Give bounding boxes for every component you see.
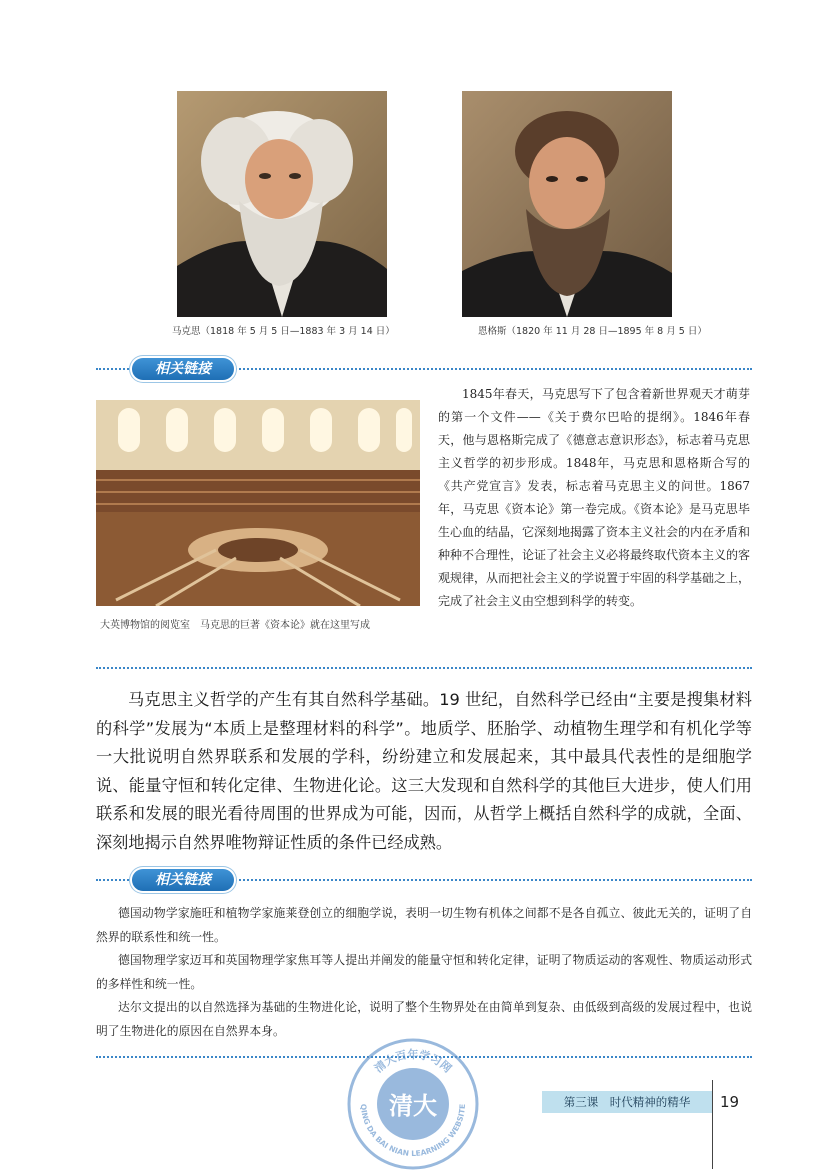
marx-portrait [177,91,387,317]
footer-lesson-tab: 第三课 时代精神的精华 [542,1091,712,1113]
marx-caption: 马克思（1818 年 5 月 5 日—1883 年 3 月 14 日） [172,326,395,337]
watermark-center-text: 清大 [389,1092,437,1120]
reading-room-photo [96,400,420,606]
related-link-label: 相关链接 [132,869,234,891]
related-link-2-text [96,902,752,1043]
related-link-bar-2 [96,869,752,891]
page-number: 19 [720,1093,740,1111]
engels-portrait [462,91,672,317]
watermark-seal [345,1036,481,1172]
reading-room-caption: 大英博物馆的阅览室 马克思的巨著《资本论》就在这里写成 [100,620,370,631]
watermark-top-text: 清大百年学习网 [372,1048,454,1076]
evolution-paragraph: 达尔文提出的以自然选择为基础的生物进化论，说明了整个生物界处在由简单到复杂、由低级到高级的发展过程中，也说明了生物进化的原因在自然界本身。 [96,1000,752,1038]
related-link-bar-1 [96,358,752,380]
dotted-divider-bottom-1 [96,667,752,669]
related-link-1-paragraph: 1845年春天，马克思写下了包含着新世界观天才萌芽的第一个文件——《关于费尔巴哈的提纲》。1846年春天，他与恩格斯完成了《德意志意识形态》，标志着马克思主义哲学的初步形成。1848年，马克思和恩格斯合写的《共产党宣言》发表，标志着马克思主义的问世。1867年，马克思《资本论》第一卷完成。《资本论》是马克思毕生心血的结晶，它深刻地揭露了资本主义社会的内在矛盾和种种不合理性，论证了社会主义必将最终取代资本主义的客观规律，从而把社会主义的学说置于牢固的科学基础之上，完成了社会主义由空想到科学的转变。 [438,387,751,608]
cell-theory-paragraph: 德国动物学家施旺和植物学家施莱登创立的细胞学说，表明一切生物有机体之间都不是各自孤立、彼此无关的，证明了自然界的联系性和统一性。 [96,906,752,944]
related-link-1-text [438,383,750,613]
watermark-bottom-text: QING DA BAI NIAN LEARNING WEBSITE [358,1103,468,1159]
footer-divider [712,1080,713,1169]
engels-caption: 恩格斯（1820 年 11 月 28 日—1895 年 8 月 5 日） [478,326,707,337]
related-link-label: 相关链接 [132,358,234,380]
main-body-text [96,686,752,857]
energy-conservation-paragraph: 德国物理学家迈耳和英国物理学家焦耳等人提出并阐发的能量守恒和转化定律，证明了物质运动的客观性、物质运动形式的多样性和统一性。 [96,953,752,991]
main-paragraph: 马克思主义哲学的产生有其自然科学基础。19 世纪，自然科学已经由“主要是搜集材料的科学”发展为“本质上是整理材料的科学”。地质学、胚胎学、动植物生理学和有机化学等一大批说明自然界联系和发展的学科，纷纷建立和发展起来，其中最具代表性的是细胞学说、能量守恒和转化定律、生物进化论。这三大发现和自然科学的其他巨大进步，使人们用联系和发展的眼光看待周围的世界成为可能，因而，从哲学上概括自然科学的成就，全面、深刻地揭示自然界唯物辩证性质的条件已经成熟。 [96,690,752,852]
